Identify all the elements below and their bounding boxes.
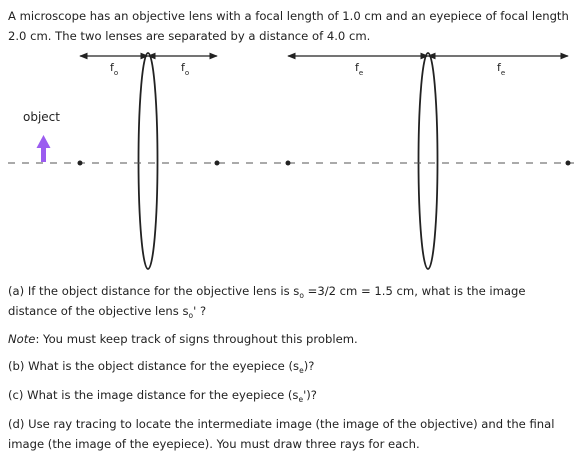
objective-focal-point-left — [78, 161, 83, 166]
note: Note: You must keep track of signs throughout this problem. — [8, 332, 358, 346]
problem-statement: A microscope has an objective lens with a focal length of 1.0 cm and an eyepiece of focal length 2.0 cm. The two lenses are separated by a distance of 4.0 cm. — [8, 9, 569, 43]
objective-lens — [139, 53, 158, 269]
eyepiece-focal-label-left: $f_e$ — [355, 61, 364, 77]
objective-focal-point-right — [215, 161, 220, 166]
objective-focal-label-right: $f_o$ — [181, 61, 190, 77]
eyepiece-focal-point-left — [286, 161, 291, 166]
microscope-diagram — [0, 48, 581, 278]
eyepiece-focal-label-right: $f_e$ — [497, 61, 506, 77]
question-c: (c) What is the image distance for the eyepiece $(s_e')$? — [8, 388, 317, 404]
question-a: (a) If the object distance for the objective lens is $s_o =3/2$ cm = 1.5 cm, what is the image distance of the objective lens $s_o'$ ? — [8, 284, 526, 320]
question-b: (b) What is the object distance for the eyepiece $(s_e)$? — [8, 359, 315, 375]
question-d: (d) Use ray tracing to locate the intermediate image (the image of the objective) and the final image (the image of the eyepiece). You must draw three rays for each. — [8, 417, 555, 451]
object-label: object — [23, 110, 60, 124]
object-arrow-head — [37, 135, 51, 148]
eyepiece-focal-point-right — [566, 161, 571, 166]
eyepiece-lens — [419, 53, 438, 269]
objective-focal-label-left: $f_o$ — [110, 61, 119, 77]
